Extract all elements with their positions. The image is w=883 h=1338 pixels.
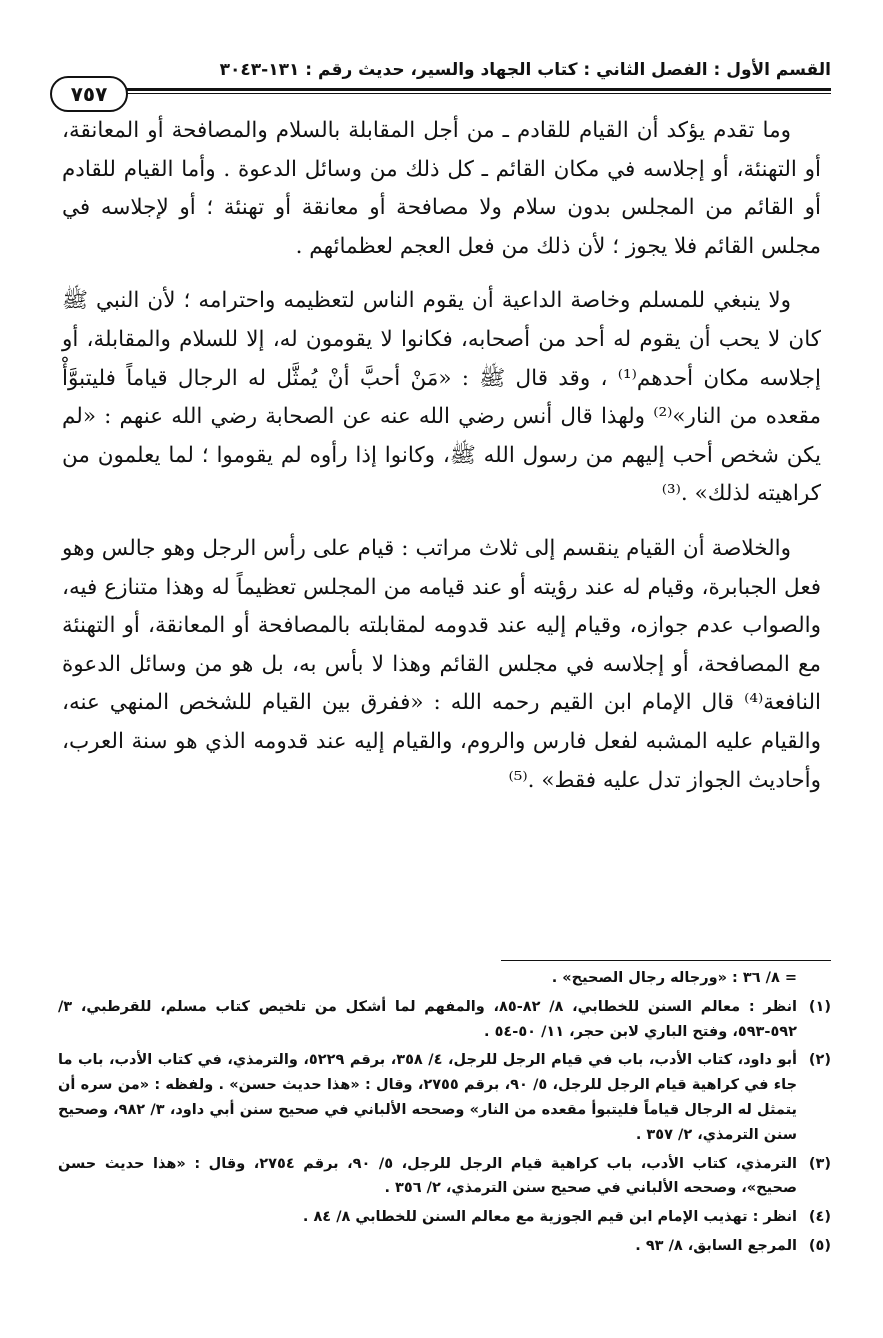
footnotes: [58, 966, 831, 1263]
footnote-continuation: [58, 966, 831, 991]
footnote-number: (٤): [808, 1209, 831, 1226]
footnote-text: انظر : تهذيب الإمام ابن قيم الجوزية مع معالم السنن للخطابي ٨/ ٨٤ .: [302, 1209, 797, 1226]
main-text: [62, 112, 821, 800]
footnote: [58, 1152, 831, 1202]
footnote-number: (١): [808, 998, 831, 1015]
footnote: [58, 1205, 831, 1230]
running-header: القسم الأول : الفصل الثاني : كتاب الجهاد والسير، حديث رقم : ١٣١-٣٠٤٣: [219, 60, 831, 80]
footnote-text: الترمذي، كتاب الأدب، باب كراهية قيام الرجل للرجل، ٥/ ٩٠، برقم ٢٧٥٤، وقال : «هذا حديث حسن صحيح»، وصححه الألباني في صحيح سنن الترمذي، ٢/ ٣٥٦ .: [58, 1155, 797, 1197]
footnote: [58, 1048, 831, 1147]
footnote-text: أبو داود، كتاب الأدب، باب في قيام الرجل للرجل، ٤/ ٣٥٨، برقم ٥٢٢٩، والترمذي، في كتاب الأدب، باب ما جاء في كراهية قيام الرجل للرجل، ٥/ ٩٠، برقم ٢٧٥٥، وقال : «هذا حديث حسن» . ولفظه : «من سره أن يتمثل له الرجال قياماً فليتبوأ مقعده من النار» وصححه الألباني في صحيح سنن أبي داود، ٣/ ٩٨٢، وصحيح سنن الترمذي، ٢/ ٣٥٧ .: [58, 1052, 798, 1143]
header-rule: [112, 88, 831, 91]
footnote: [58, 995, 831, 1045]
footnote-continuation-text: = ٨/ ٣٦ : «ورجاله رجال الصحيح» .: [551, 970, 797, 986]
body-paragraph: والخلاصة أن القيام ينقسم إلى ثلاث مراتب : قيام على رأس الرجل وهو جالس وهو فعل الجبابرة، وقيام له عند رؤيته أو عند قيامه من المجلس تعظيماً له وهذا متنازع فيه، والصواب عدم جوازه، وقيام إليه عند قدومه لمقابلته بالمصافحة أو المعانقة، أو التهنئة مع المصافحة، أو إجلاسه في مجلس القائم وهذا لا بأس به، بل هو من وسائل الدعوة النافعة⁽⁴⁾ قال الإمام ابن القيم رحمه الله : «ففرق بين القيام للشخص المنهي عنه، والقيام عليه المشبه لفعل فارس والروم، والقيام إليه عند قدومه الذي هو سنة العرب، وأحاديث الجواز تدل عليه فقط» .⁽⁵⁾: [62, 535, 821, 793]
page-number-badge: ٧٥٧: [50, 76, 128, 112]
body-paragraph: ولا ينبغي للمسلم وخاصة الداعية أن يقوم الناس لتعظيمه واحترامه ؛ لأن النبي ﷺ كان لا يحب أن يقوم له أحد من أصحابه، فكانوا لا يقومون له، إلا للسلام والمقابلة، أو إجلاسه مكان أحدهم⁽¹⁾ ، وقد قال ﷺ : «مَنْ أحبَّ أنْ يُمثَّل له الرجال قياماً فليتبوَّأْ مقعده من النار»⁽²⁾ ولهذا قال أنس رضي الله عنه عن الصحابة رضي الله عنهم : «لم يكن شخص أحب إليهم من رسول الله ﷺ، وكانوا إذا رأوه لم يقوموا ؛ لما يعلمون من كراهيته لذلك» .⁽³⁾: [62, 288, 821, 507]
footnote: [58, 1234, 831, 1259]
footnote-number: (٣): [808, 1155, 831, 1172]
footnote-number: (٥): [808, 1237, 831, 1254]
footnote-number: (٢): [808, 1052, 831, 1069]
footnote-text: انظر : معالم السنن للخطابي، ٨/ ٨٢-٨٥، والمفهم لما أشكل من تلخيص كتاب مسلم، للقرطبي، ٣/ ٥٩٢-٥٩٣، وفتح الباري لابن حجر، ١١/ ٥٠-٥٤ .: [58, 998, 797, 1040]
body-paragraph: وما تقدم يؤكد أن القيام للقادم ـ من أجل المقابلة بالسلام والمصافحة أو المعانقة، أو التهنئة، أو إجلاسه في مكان القائم ـ كل ذلك من وسائل الدعوة . وأما القيام للقادم أو القائم من المجلس بدون سلام ولا مصافحة أو معانقة أو تهنئة ؛ أو لإجلاسه في مجلس القائم فلا يجوز ؛ لأن ذلك من فعل العجم لعظمائهم .: [62, 118, 821, 259]
header-rule-thin: [112, 93, 831, 94]
footnote-separator: [501, 960, 831, 961]
footnote-text: المرجع السابق، ٨/ ٩٣ .: [635, 1237, 797, 1254]
